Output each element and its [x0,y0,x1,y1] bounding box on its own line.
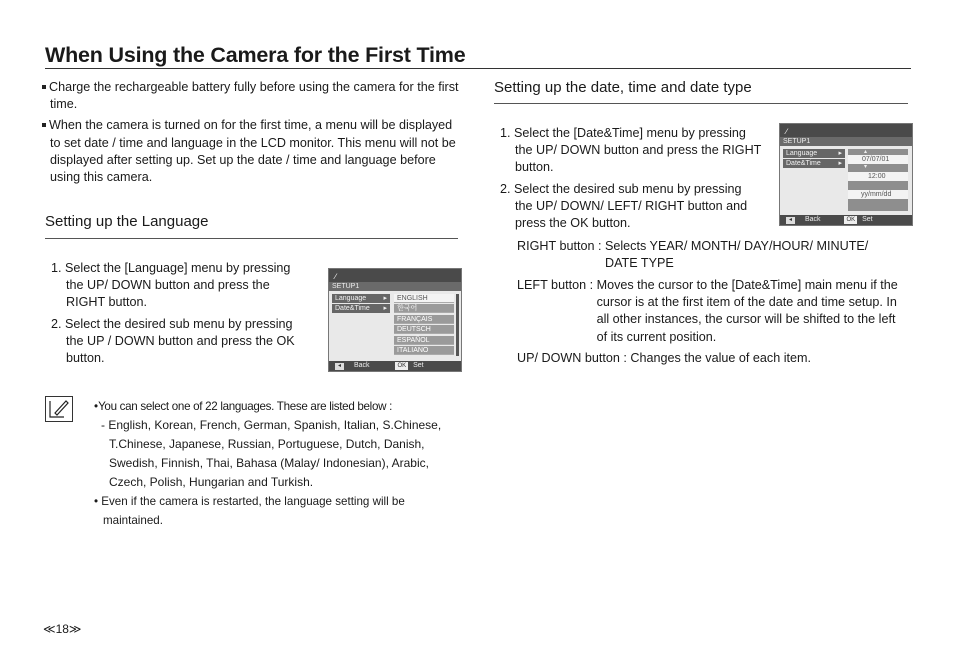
square-bullet-icon [42,123,46,127]
lcd-footer: ◂ Back OK Set [329,361,461,371]
right-button-desc: RIGHT button : Selects YEAR/ MONTH/ DAY/HOUR/ MINUTE/ DATE TYPE [517,239,869,271]
lcd-option: ENGLISH [394,294,454,303]
lcd-datetime-panel [848,149,908,211]
lcd-time-value: 12:00 [848,172,908,181]
date-step-1: 1. Select the [Date&Time] menu by pressing the UP/ DOWN button and press the RIGHT button. [500,126,762,175]
note-bullet-2: • Even if the camera is restarted, the language setting will be maintained. [94,495,405,527]
language-heading: Setting up the Language [45,213,209,230]
lcd-option: ESPAÑOL [394,336,454,345]
triangle-left-icon: ◂ [335,363,344,370]
date-heading-rule [494,103,908,104]
setup-wrench-icon: ∕ [786,127,788,136]
intro [42,79,464,186]
date-step-2: 2. Select the desired sub menu by pressing the UP/ DOWN/ LEFT/ RIGHT button and press the OK button. [500,181,748,231]
lcd-menu-language: Language ▸ [783,149,845,158]
triangle-right-icon: ▸ [838,150,842,157]
lcd-format-value: yy/mm/dd [848,190,908,199]
title-rule [45,68,911,69]
lcd-footer: ◂ Back OK Set [780,215,912,225]
note-bullet-1: •You can select one of 22 languages. These are listed below : [94,400,393,413]
language-step-1: 1. Select the [Language] menu by pressing the UP/ DOWN button and press the RIGHT button. [51,261,291,310]
lcd-menu-datetime: Date&Time ▸ [332,304,390,313]
setup-wrench-icon: ∕ [335,272,337,281]
lcd-option: ITALIANO [394,346,454,355]
page-title: When Using the Camera for the First Time [45,43,466,67]
page-number: ≪18≫ [43,622,82,636]
intro-bullet-2: When the camera is turned on for the first time, a menu will be displayed to set date / time and language in the LCD monitor. This menu will not be displayed after setting up. Set up the date / time and language before using this camera. [42,117,464,186]
lcd-option: 한국어 [394,304,454,313]
lcd-option: FRANÇAIS [394,315,454,324]
date-heading: Setting up the date, time and date type [494,79,752,96]
note-language-list: - English, Korean, French, German, Spanish, Italian, S.Chinese, T.Chinese, Japanese, Russian, Portuguese, Dutch, Danish, Swedish, Finnish, Thai, Bahasa (Malay/ Indonesian), Arabic, Czech, Polish, Hungarian and Turkish. [101,418,442,489]
date-lcd-screen [779,123,913,226]
lcd-header: SETUP1 [780,137,912,146]
language-step-2: 2. Select the desired sub menu by pressing the UP / DOWN button and press the OK button. [51,316,295,366]
lcd-option: DEUTSCH [394,325,454,334]
date-steps [500,125,762,236]
square-bullet-icon [42,85,46,89]
arrow-down-icon: ▾ [864,164,868,170]
lcd-header: SETUP1 [329,282,461,291]
triangle-left-icon: ◂ [786,217,795,224]
triangle-right-icon: ▸ [383,305,387,312]
lcd-top-bar [780,124,912,137]
language-steps [51,260,306,371]
language-lcd-screen [328,268,462,372]
lcd-menu-datetime: Date&Time ▸ [783,159,845,168]
updown-button-desc: UP/ DOWN button : Changes the value of each item. [517,351,811,365]
lcd-date-value: 07/07/01 [848,155,908,164]
left-button-desc: LEFT button : Moves the cursor to the [Date&Time] main menu if the cursor is at the first item of the date and time setup. In all other instances, the cursor will be shifted to the left of its current position. [517,278,898,344]
language-heading-rule [45,238,458,239]
lcd-scrollbar [456,294,459,356]
triangle-right-icon: ▸ [838,160,842,167]
arrow-up-icon: ▴ [864,149,868,155]
triangle-right-icon: ▸ [383,295,387,302]
lcd-top-bar [329,269,461,282]
note-pencil-icon [45,396,73,422]
intro-bullet-1: Charge the rechargeable battery fully before using the camera for the first time. [42,79,464,113]
lcd-menu-language: Language ▸ [332,294,390,303]
note-text [94,397,454,530]
